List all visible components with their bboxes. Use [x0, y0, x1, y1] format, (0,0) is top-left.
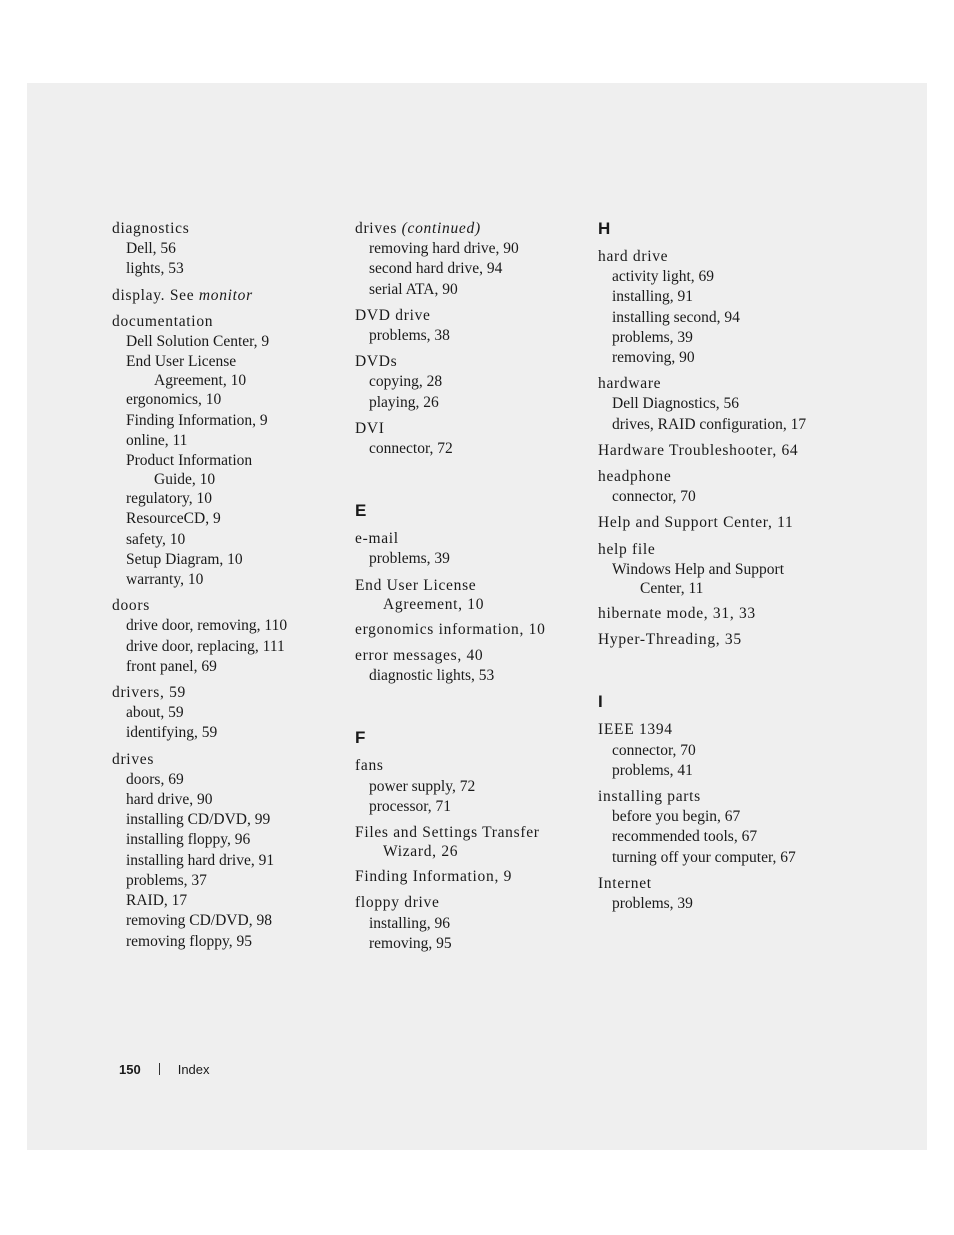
entry-term: documentation — [112, 312, 214, 330]
entry-subterm: processor, 71 — [369, 797, 452, 815]
entry-subterm: ergonomics, 10 — [126, 391, 222, 409]
page-footer — [119, 1062, 210, 1078]
entry-subterm: installing hard drive, 91 — [126, 851, 275, 869]
entry-term: floppy drive — [355, 894, 440, 912]
entry-subterm-continued: Center, 11 — [640, 580, 704, 598]
entry-subterm: identifying, 59 — [126, 724, 218, 742]
footer-divider — [159, 1063, 160, 1075]
entry-subterm: RAID, 17 — [126, 892, 188, 910]
entry-subterm-continued: Agreement, 10 — [154, 372, 247, 390]
entry-term: hardware — [598, 375, 662, 393]
entry-subterm: regulatory, 10 — [126, 490, 212, 508]
entry-term: Hardware Troubleshooter, 64 — [598, 441, 799, 459]
entry-subterm: connector, 70 — [612, 741, 696, 759]
index-entry-hardware — [598, 374, 828, 435]
entry-subterm: problems, 41 — [612, 761, 693, 779]
entry-subterm-continued: Guide, 10 — [154, 471, 216, 489]
footer-section-title: Index — [177, 1062, 210, 1077]
entry-term — [355, 219, 585, 239]
index-entry-hyper-threading — [598, 630, 828, 650]
entry-subterm: warranty, 10 — [126, 571, 204, 589]
entry-term: Internet — [598, 874, 652, 892]
entry-subterm: drives, RAID configuration, 17 — [612, 415, 807, 433]
entry-term: ergonomics information, 10 — [355, 620, 546, 638]
entry-term: e-mail — [355, 530, 399, 548]
index-entry-internet — [598, 874, 828, 914]
entry-term: IEEE 1394 — [598, 721, 673, 739]
entry-term: DVDs — [355, 353, 398, 371]
entry-subterm: Dell, 56 — [126, 240, 176, 258]
entry-term-continued: Agreement, 10 — [383, 595, 485, 613]
page-number: 150 — [119, 1062, 141, 1077]
entry-subterm: removing, 90 — [612, 349, 695, 367]
index-entry-floppy-drive — [355, 893, 585, 954]
index-entry-finding-information — [355, 867, 585, 887]
index-entry-headphone — [598, 467, 828, 507]
index-entry-hardware-troubleshooter — [598, 441, 828, 461]
entry-subterm: lights, 53 — [126, 260, 184, 278]
entry-term — [112, 286, 342, 306]
entry-subterm: installing CD/DVD, 99 — [126, 811, 271, 829]
index-entry-installing-parts — [598, 787, 828, 868]
entry-subterm: front panel, 69 — [126, 657, 217, 675]
entry-term-text: drives — [355, 220, 402, 237]
entry-term: hard drive — [598, 248, 669, 265]
entry-term-text: display. See — [112, 286, 199, 304]
index-entry-error-messages — [355, 646, 585, 686]
entry-subterm: installing floppy, 96 — [126, 831, 251, 849]
entry-term: Files and Settings Transfer — [355, 824, 540, 842]
entry-term: Hyper-Threading, 35 — [598, 631, 742, 649]
entry-subterm: serial ATA, 90 — [369, 280, 458, 298]
index-entry-drives-continued — [355, 219, 585, 300]
index-entry-help-support-center — [598, 513, 828, 533]
index-entry-end-user-license — [355, 576, 585, 614]
entry-subterm: Dell Diagnostics, 56 — [612, 395, 739, 413]
entry-subterm: removing floppy, 95 — [126, 932, 252, 950]
index-entry-help-file — [598, 540, 828, 598]
index-entry-diagnostics — [112, 219, 342, 280]
entry-subterm: problems, 39 — [612, 895, 693, 913]
entry-subterm: turning off your computer, 67 — [612, 848, 796, 866]
entry-subterm: about, 59 — [126, 704, 184, 722]
index-column-2 — [355, 219, 585, 960]
entry-term: installing parts — [598, 788, 701, 806]
entry-term: End User License — [355, 576, 477, 594]
entry-subterm: Setup Diagram, 10 — [126, 550, 243, 568]
entry-subterm: Dell Solution Center, 9 — [126, 333, 270, 351]
index-entry-email — [355, 529, 585, 569]
entry-term: Help and Support Center, 11 — [598, 514, 794, 532]
entry-subterm: Product Information — [126, 452, 253, 470]
entry-subterm: connector, 70 — [612, 488, 696, 506]
index-entry-drives — [112, 750, 342, 952]
index-entry-display — [112, 286, 342, 306]
entry-subterm: recommended tools, 67 — [612, 828, 758, 846]
index-entry-dvi — [355, 419, 585, 459]
entry-subterm: problems, 39 — [369, 550, 450, 568]
index-entry-dvds — [355, 352, 585, 413]
entry-term: hibernate mode, 31, 33 — [598, 605, 756, 623]
entry-subterm: activity light, 69 — [612, 268, 715, 286]
entry-term: doors — [112, 597, 150, 615]
entry-term: Finding Information, 9 — [355, 868, 513, 886]
section-letter-i: I — [598, 692, 603, 712]
index-entry-hibernate-mode — [598, 604, 828, 624]
section-letter-e: E — [355, 501, 367, 521]
entry-subterm: installing second, 94 — [612, 308, 740, 326]
see-reference: monitor — [198, 286, 253, 304]
entry-subterm: Finding Information, 9 — [126, 411, 268, 429]
section-letter-h: H — [598, 219, 611, 238]
entry-subterm: connector, 72 — [369, 440, 453, 458]
index-entry-documentation — [112, 312, 342, 590]
entry-subterm: diagnostic lights, 53 — [369, 667, 495, 685]
index-column-3 — [598, 219, 828, 920]
index-entry-ieee-1394 — [598, 720, 828, 781]
entry-subterm: removing CD/DVD, 98 — [126, 912, 272, 930]
index-entry-ergonomics — [355, 620, 585, 640]
entry-subterm: removing, 95 — [369, 934, 452, 952]
entry-subterm: installing, 96 — [369, 914, 450, 932]
entry-subterm: doors, 69 — [126, 770, 184, 788]
entry-term: fans — [355, 757, 384, 775]
index-entry-dvd-drive — [355, 306, 585, 346]
index-entry-fans — [355, 756, 585, 817]
index-entry-files-settings — [355, 823, 585, 861]
entry-term: drivers, 59 — [112, 684, 186, 702]
entry-subterm: drive door, replacing, 111 — [126, 637, 285, 655]
entry-term: DVD drive — [355, 306, 431, 324]
entry-subterm: safety, 10 — [126, 530, 186, 548]
entry-subterm: playing, 26 — [369, 393, 439, 411]
section-letter-f: F — [355, 728, 366, 748]
entry-subterm: online, 11 — [126, 431, 188, 449]
entry-subterm: before you begin, 67 — [612, 808, 741, 826]
entry-subterm: drive door, removing, 110 — [126, 617, 288, 635]
entry-term: help file — [598, 540, 656, 558]
entry-subterm: Windows Help and Support — [612, 560, 785, 578]
index-entry-drivers — [112, 683, 342, 744]
entry-subterm: hard drive, 90 — [126, 791, 213, 809]
entry-subterm: copying, 28 — [369, 373, 443, 391]
entry-subterm: problems, 38 — [369, 327, 450, 345]
entry-subterm: ResourceCD, 9 — [126, 510, 221, 528]
entry-term: drives — [112, 750, 155, 768]
entry-subterm: problems, 39 — [612, 328, 693, 346]
entry-term-continued: Wizard, 26 — [383, 843, 459, 861]
continued-note: (continued) — [401, 220, 481, 237]
entry-term: error messages, 40 — [355, 647, 484, 665]
index-entry-hard-drive — [598, 247, 828, 368]
entry-subterm: End User License — [126, 353, 237, 371]
entry-subterm: power supply, 72 — [369, 777, 476, 795]
entry-subterm: removing hard drive, 90 — [369, 240, 519, 258]
entry-subterm: problems, 37 — [126, 871, 207, 889]
entry-term: diagnostics — [112, 220, 190, 237]
index-entry-doors — [112, 596, 342, 677]
entry-subterm: second hard drive, 94 — [369, 260, 503, 278]
entry-term: DVI — [355, 419, 385, 437]
entry-subterm: installing, 91 — [612, 288, 693, 306]
index-column-1 — [112, 219, 342, 958]
entry-term: headphone — [598, 468, 672, 486]
